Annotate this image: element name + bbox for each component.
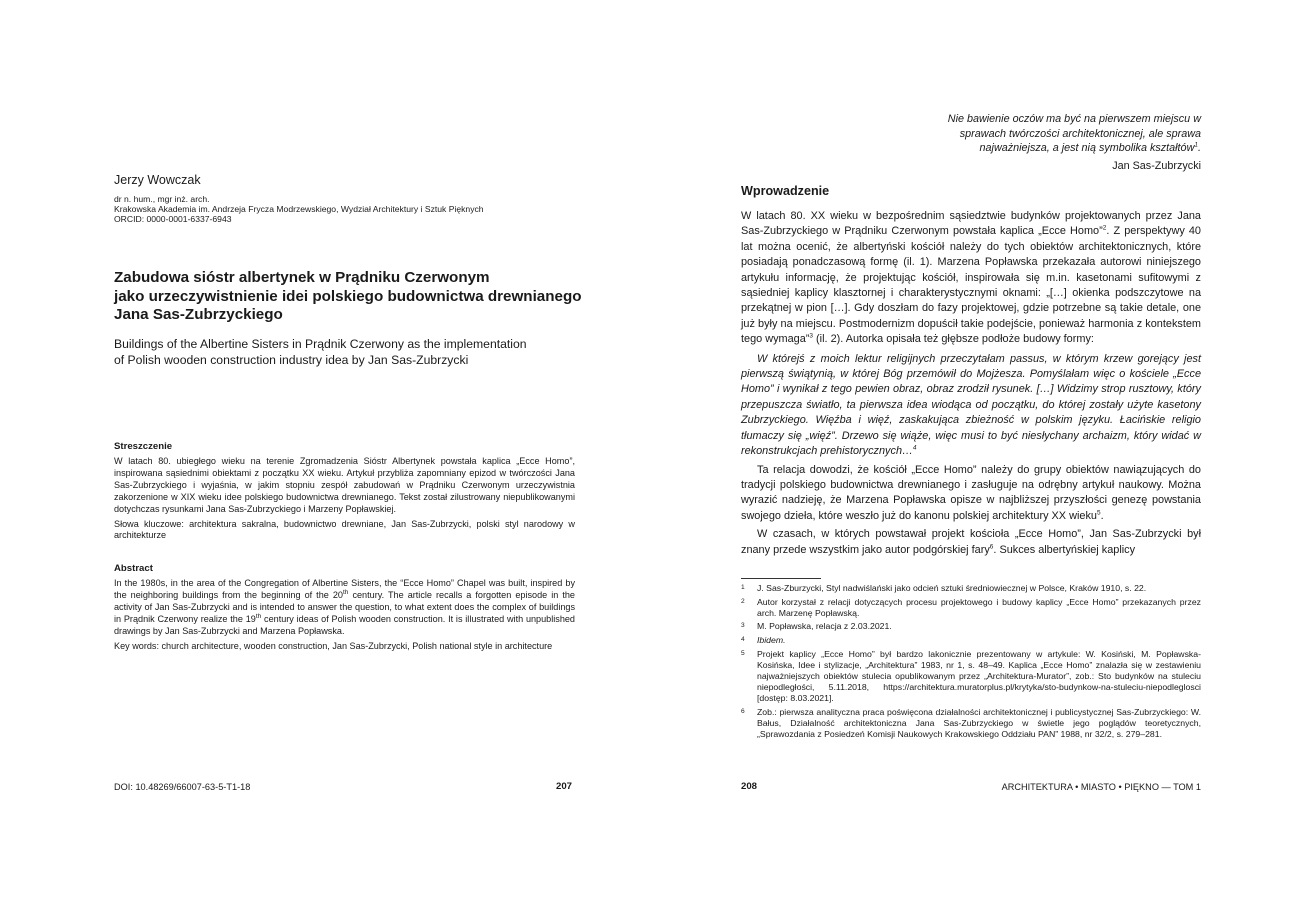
quote-text: W którejś z moich lektur religijnych przeczytałam passus, w którym krzew gorejący jest pierwszą świątynią, w której Bóg przemówił do Mojżesza. Pomyślałam więc o kościele „Ecce Homo” i wynikał z tego pewien obraz, obraz zrodził rysunek. […] Widzimy strop rusztowy, który przepuszcza światło, ta pierwsza idea wiodąca od początku, do której zostały użyte kasetony Zubrzyckiego. Więźba i więź, zaskakująca zbieżność w polskim języku. Łacińskie religio tłumaczy się „więź”. Drzewo się wiąże, więc musi to być niesłychany archaizm, który widać w rekonstrukcjach prehistorycznych… bbox=[741, 352, 1201, 458]
abstract-heading: Abstract bbox=[114, 563, 153, 574]
footnotes bbox=[741, 583, 1201, 743]
motto-text: Nie bawienie oczów ma być na pierwszem miejscu w sprawach twórczości architektonicznej, ale sprawa najważniejsza, a jest nią symbolika kształtów bbox=[947, 113, 1201, 155]
footnote bbox=[741, 707, 1201, 741]
streszczenie-text: W latach 80. ubiegłego wieku na terenie Zgromadzenia Sióstr Albertynek powstała kaplica „Ecce Homo”, inspirowana sąsiednimi obiektami z początku XX wieku. Artykuł przybliża zapomniany epizod w twórczości Jana Sas-Zubrzyckiego i wyjaśnia, w jakim stopniu zespół zabudowań w Prądniku Czerwonym urzeczywistnia zakorzenione w XIX wieku idee polskiego budownictwa drewnianego. Tekst został zilustrowany niepublikowanymi dotychczas rysunkami Jana Sas-Zubrzyckiego i Marzeny Popławskiej. bbox=[114, 456, 575, 514]
article-title bbox=[114, 269, 584, 325]
paragraph bbox=[741, 209, 1201, 348]
title-line: Jana Sas-Zubrzyckiego bbox=[114, 306, 283, 323]
title-line: Zabudowa sióstr albertynek w Prądniku Czerwonym bbox=[114, 269, 490, 286]
footnote-number: 3 bbox=[741, 622, 745, 630]
footnote bbox=[741, 583, 1201, 594]
footnote-ref: 6 bbox=[989, 542, 994, 550]
affiliation-degree: dr n. hum., mgr inż. arch. bbox=[114, 194, 210, 204]
footnote-ref: 1 bbox=[1194, 141, 1198, 149]
footnote-number: 2 bbox=[741, 597, 745, 605]
doi: DOI: 10.48269/66007-63-5-T1-18 bbox=[114, 782, 251, 792]
footnote-text: Autor korzystał z relacji dotyczących procesu projektowego i budowy kaplicy „Ecce Homo” przekazanych przez arch. Marzenę Popławską. bbox=[757, 596, 1201, 618]
footnote-number: 6 bbox=[741, 707, 745, 715]
abstract-text: In the 1980s, in the area of the Congregation of Albertine Sisters, the “Ecce Homo” Chapel was built, inspired by the neighboring buildings from the beginning of the 20th century. The article recalls a forgotten episode in the activity of Jan Sas-Zubrzycki and is intended to answer the question, to what extent does the complex of buildings in Prądnik Czerwony realize the 19th century ideas of Polish wooden construction. It is illustrated with unpublished drawings by Jan Sas-Zubrzycki and Marzena Popławska. bbox=[114, 578, 575, 636]
paragraph-text: W czasach, w których powstawał projekt kościoła „Ecce Homo”, Jan Sas-Zubrzycki był znany przede wszystkim jako autor podgórskiej fary bbox=[741, 528, 1201, 556]
paragraph-text: (il. 2). Autorka opisała też głębsze podłoże budowy formy: bbox=[813, 333, 1094, 346]
author-name: Jerzy Wowczak bbox=[114, 173, 201, 187]
footnote bbox=[741, 635, 1201, 646]
affiliation-orcid: ORCID: 0000-0001-6337-6943 bbox=[114, 214, 232, 225]
footnote-ref: 2 bbox=[1102, 224, 1107, 232]
article-subtitle-en bbox=[114, 337, 584, 368]
motto-author: Jan Sas-Zubrzycki bbox=[1112, 160, 1201, 172]
streszczenie-block bbox=[114, 456, 575, 545]
footnote-ref: 4 bbox=[912, 444, 917, 452]
motto-quote: Nie bawienie oczów ma być na pierwszem miejscu w sprawach twórczości architektonicznej, ale sprawa najważniejsza, a jest nią symbolika kształtów$^1$. bbox=[947, 113, 1201, 155]
footnote bbox=[741, 597, 1201, 619]
paragraph bbox=[741, 527, 1201, 558]
footnote-text: Zob.: pierwsza analityczna praca poświęcona działalności architektonicznej i publicystycznej Sas-Zubrzyckiego: W. Bałus, Działalność architektoniczna Jana Sas-Zubrzyckiego w świetle jego poglądów teoretycznych, „Sprawozdania z Posiedzeń Komisji Naukowych Krakowskiego Oddziału PAN” 1988, nr 32/2, s. 279–281. bbox=[757, 706, 1201, 740]
author-affiliation bbox=[114, 194, 584, 225]
footnote-ref: 5 bbox=[1096, 509, 1101, 517]
footnote-number: 4 bbox=[741, 635, 745, 643]
subtitle-line: of Polish wooden construction industry idea by Jan Sas-Zubrzycki bbox=[114, 352, 469, 367]
block-quote bbox=[741, 352, 1201, 460]
paragraph-text: Ta relacja dowodzi, że kościół „Ecce Homo” należy do grupy obiektów nawiązujących do tradycji polskiego budownictwa drewnianego i zasługuje na odrębny artykuł naukowy. Można wyrazić nadzieję, że Marzena Popławska opisze w najbliższej przyszłości genezę powstania swojego dzieła, które weszło już do kanonu polskiej architektury XX wieku bbox=[741, 463, 1201, 522]
abstract-block bbox=[114, 578, 575, 655]
footnote-divider bbox=[741, 578, 821, 579]
footnote bbox=[741, 621, 1201, 632]
title-line: jako urzeczywistnienie idei polskiego budownictwa drewnianego bbox=[114, 287, 582, 305]
footnote-text: M. Popławska, relacja z 2.03.2021. bbox=[757, 621, 892, 632]
footnote-ref: 3 bbox=[809, 332, 814, 340]
paragraph-text: W latach 80. XX wieku w bezpośrednim sąsiedztwie budynków projektowanych przez Jana Sas-Zubrzyckiego w Prądniku Czerwonym powstała kaplica „Ecce Homo” bbox=[741, 210, 1201, 238]
footnote-text: Projekt kaplicy „Ecce Homo” był bardzo lakonicznie prezentowany w artykule: W. Kosiński, M. Popławska-Kosińska, Idee i stylizacje, „Architektura” 1983, nr 1, s. 48–49. Kaplica „Ecce Homo” znalazła się w zestawieniu najważniejszych obiektów stulecia opublikowanym przez „Architektura-Murator”, zob.: Sto budynków na stuleciu niepodległości, 5.11.2018, https://architektura.muratorplus.pl/krytyka/sto-budynkow-na-stuleciu-niepodleglosci [dostęp: 8.03.2021]. bbox=[757, 648, 1201, 704]
streszczenie-heading: Streszczenie bbox=[114, 441, 173, 452]
footnote bbox=[741, 649, 1201, 705]
affiliation-institution: Krakowska Akademia im. Andrzeja Frycza Modrzewskiego, Wydział Architektury i Sztuk Pięknych bbox=[114, 204, 484, 215]
section-heading: Wprowadzenie bbox=[741, 184, 830, 198]
paragraph-text: . Sukces albertyńskiej kaplicy bbox=[993, 543, 1136, 556]
footnote-text: Ibidem. bbox=[757, 634, 786, 645]
footnote-number: 1 bbox=[741, 584, 745, 591]
footnote-number: 5 bbox=[741, 649, 745, 657]
page-number: 208 bbox=[741, 781, 758, 792]
right-page bbox=[650, 0, 1300, 919]
abstract-keywords: Key words: church architecture, wooden construction, Jan Sas-Zubrzycki, Polish national style in architecture bbox=[114, 640, 553, 651]
paragraph: Ta relacja dowodzi, że kościół „Ecce Homo” należy do grupy obiektów nawiązujących do tradycji polskiego budownictwa drewnianego i zasługuje na odrębny artykuł naukowy. Można wyrazić nadzieję, że Marzena Popławska opisze w najbliższej przyszłości genezę powstania swojego dzieła, które weszło już do kanonu polskiej architektury XX wieku$^5$. bbox=[741, 463, 1201, 522]
streszczenie-keywords: Słowa kluczowe: architektura sakralna, budownictwo drewniane, Jan Sas-Zubrzycki, polski styl narodowy w architekturze bbox=[114, 518, 575, 541]
paragraph-text: . Z perspektywy 40 lat można ocenić, że albertyński kościół należy do tych obiektów architektonicznych, które posiadają ponadczasową formę (il. 1). Marzena Popławska przekazała autorowi niniejszego artykułu informację, że projektując kościół, inspirowała się m.in. kasetonami sufitowymi z sąsiedniej kaplicy klasztornej i charakterystycznymi oknami: „[…] okienka podszczytowe na przekątnej w pion […]. Gdy doszłam do fazy projektowej, gdzie potrzebne są takie detale, one już były na miejscu. Postmodernizm dopuścił takie podejście, ponieważ harmonia z kontekstem tego wymaga” bbox=[741, 225, 1201, 346]
footnote-text: J. Sas-Zburzycki, Styl nadwiślański jako odcień sztuki średniowiecznej w Polsce, Kraków 1910, s. 22. bbox=[757, 583, 1147, 593]
body-text bbox=[741, 209, 1201, 558]
subtitle-line: Buildings of the Albertine Sisters in Prądnik Czerwony as the implementation bbox=[114, 337, 527, 351]
book-series: ARCHITEKTURA • MIASTO • PIĘKNO — TOM 1 bbox=[1001, 782, 1201, 792]
page-number: 207 bbox=[556, 781, 573, 792]
